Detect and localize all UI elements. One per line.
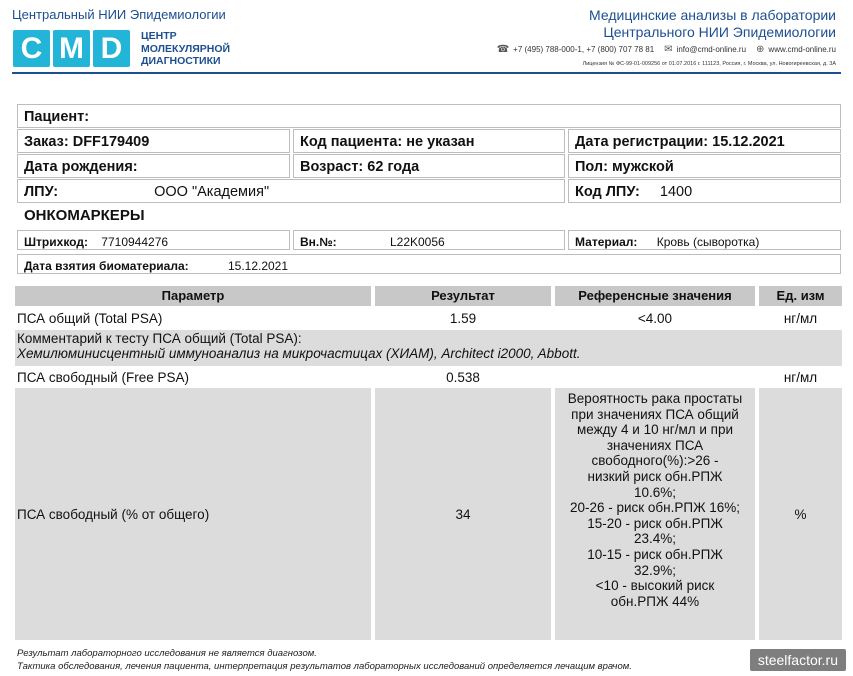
logo-letter-d: D: [93, 30, 130, 67]
logo-letter-c: C: [13, 30, 50, 67]
lpu-field: ЛПУ: ООО "Академия": [17, 179, 565, 203]
age-field: Возраст: 62 года: [293, 154, 565, 178]
header-result: Результат: [375, 286, 551, 306]
phone-numbers: +7 (495) 788-000-1, +7 (800) 707 78 81: [513, 45, 655, 54]
row-free-psa-percent-ref: Вероятность рака простаты при значениях ПСА общий между 4 и 10 нг/мл и при значениях ПСА свободного(%):>26 - низкий риск обн.РПЖ 10.6%; 20-26 - риск обн.РПЖ 16%; 15-20 - риск обн.РПЖ 23.4%; 10-15 - риск обн.РПЖ 32.9%; <10 - высокий риск обн.РПЖ 44%: [555, 388, 755, 640]
contacts: [497, 44, 836, 55]
website[interactable]: www.cmd-online.ru: [768, 45, 836, 54]
lpu-code-field: Код ЛПУ: 1400: [568, 179, 841, 203]
cmd-logo: [13, 30, 230, 68]
header-parameter: Параметр: [15, 286, 371, 306]
row-free-psa-percent-param: ПСА свободный (% от общего): [15, 388, 371, 640]
row-total-psa-param: ПСА общий (Total PSA): [17, 311, 163, 326]
row-total-psa-ref: <4.00: [637, 311, 673, 326]
row-free-psa-percent-result: 34: [375, 388, 551, 640]
row-total-psa-unit: нг/мл: [783, 311, 818, 326]
comment-block: [15, 330, 842, 366]
internal-number-field: Вн.№: L22K0056: [293, 230, 565, 250]
disclaimer-line1: Результат лабораторного исследования не является диагнозом.: [17, 648, 317, 659]
logo-letter-m: M: [53, 30, 90, 67]
material-field: Материал: Кровь (сыворотка): [568, 230, 841, 250]
comment-title: Комментарий к тесту ПСА общий (Total PSA):: [17, 331, 302, 346]
email[interactable]: info@cmd-online.ru: [676, 45, 747, 54]
row-free-psa-result: 0.538: [446, 370, 480, 385]
comment-method: Хемилюминисцентный иммуноанализ на микрочастицах (ХИАМ), Architect i2000, Abbott.: [17, 346, 581, 361]
email-icon: ✉: [664, 44, 673, 55]
lab-title: Медицинские анализы в лаборатории Центрального НИИ Эпидемиологии: [589, 7, 836, 40]
header-divider: [12, 72, 841, 74]
header-reference: Референсные значения: [555, 286, 755, 306]
sex-field: Пол: мужской: [568, 154, 841, 178]
birth-date-field: Дата рождения:: [17, 154, 290, 178]
watermark: steelfactor.ru: [750, 649, 846, 671]
row-free-psa-param: ПСА свободный (Free PSA): [17, 370, 189, 385]
patient-code-field: Код пациента: не указан: [293, 129, 565, 153]
globe-icon: ⊕: [756, 44, 765, 55]
disclaimer-line2: Тактика обследования, лечения пациента, интерпретация результатов лабораторных исследований определяется лечащим врачом.: [17, 661, 632, 672]
logo-text: ЦЕНТР МОЛЕКУЛЯРНОЙ ДИАГНОСТИКИ: [141, 30, 231, 67]
sample-date-field: Дата взятия биоматериала: 15.12.2021: [17, 254, 841, 274]
registration-date-field: Дата регистрации: 15.12.2021: [568, 129, 841, 153]
barcode-field: Штрихкод: 7710944276: [17, 230, 290, 250]
phone-icon: ☎: [496, 44, 510, 55]
org-name: Центральный НИИ Эпидемиологии: [12, 7, 226, 22]
section-title: ОНКОМАРКЕРЫ: [24, 207, 145, 224]
header-unit: Ед. изм: [759, 286, 842, 306]
row-free-psa-percent-unit: %: [759, 388, 842, 640]
order-field: Заказ: DFF179409: [17, 129, 290, 153]
patient-name-row: Пациент:: [17, 104, 841, 128]
row-free-psa-unit: нг/мл: [783, 370, 818, 385]
license-text: Лицензия № ФС-99-01-009256 от 01.07.2016 г. 111123, Россия, г. Москва, ул. Новогиреевская, д. 3А: [582, 61, 836, 67]
row-total-psa-result: 1.59: [449, 311, 477, 326]
